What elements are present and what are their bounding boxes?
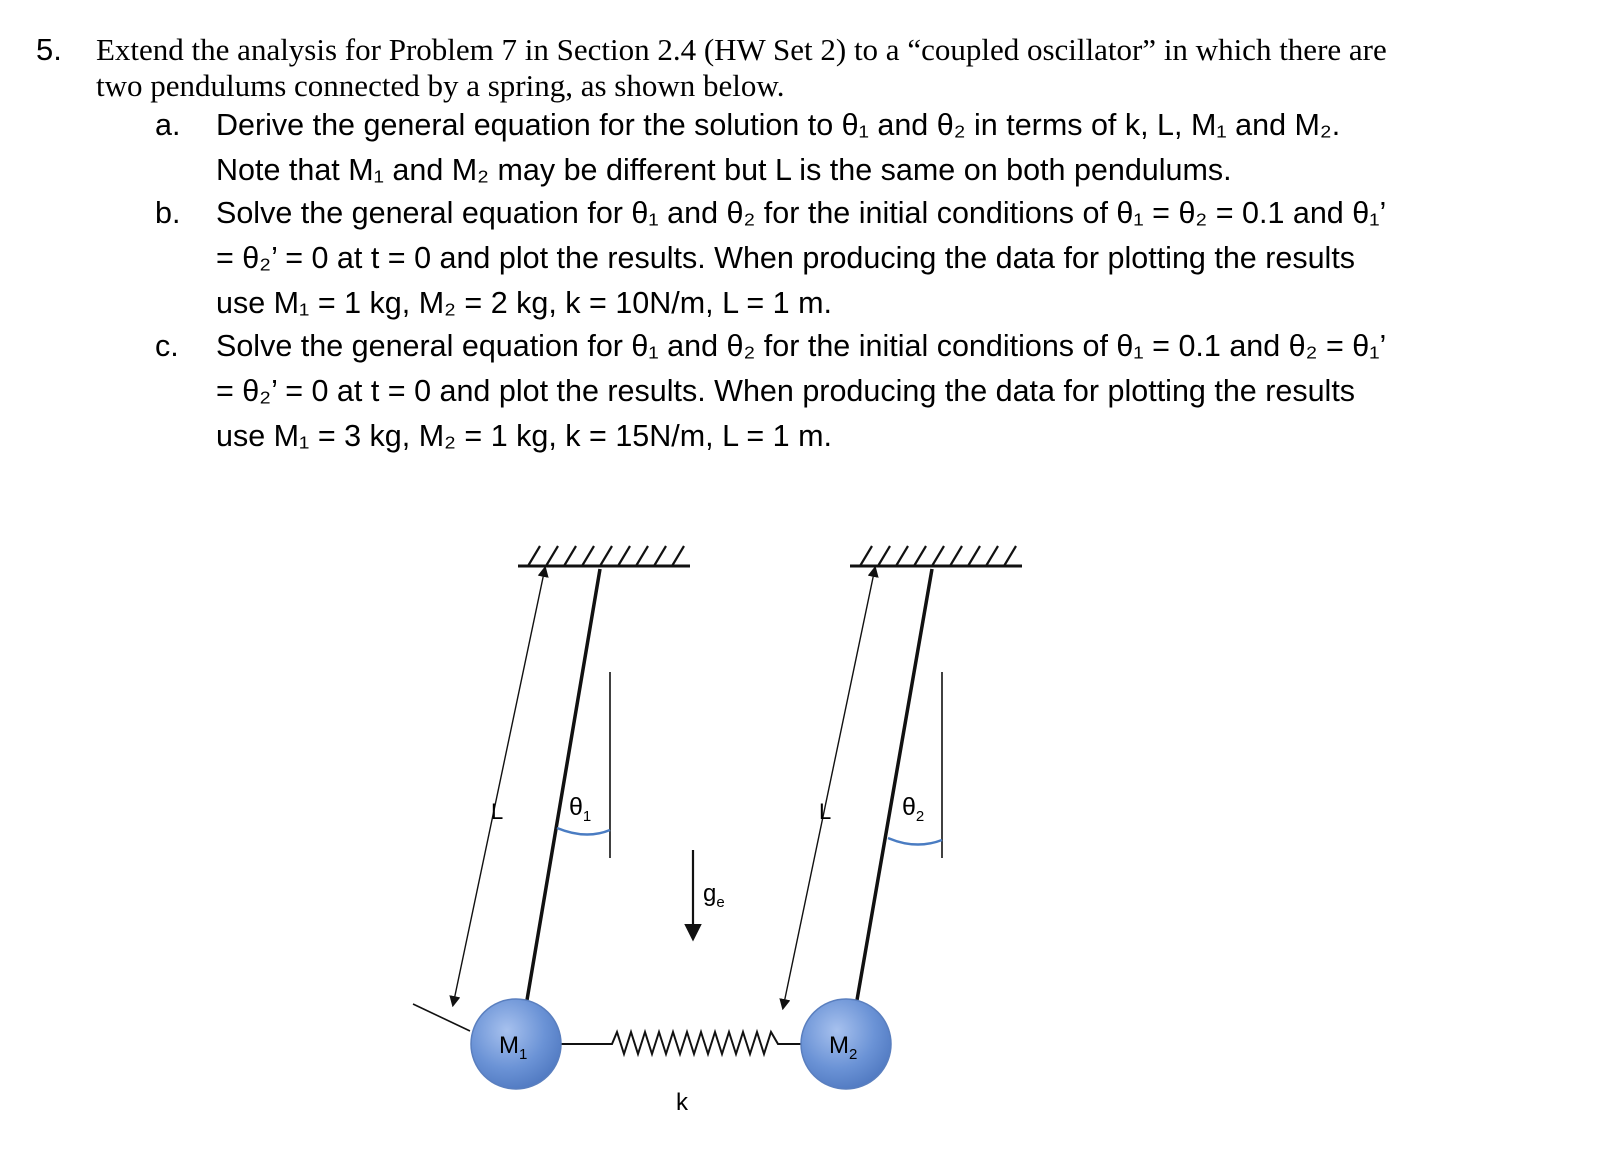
gravity-symbol: g <box>703 880 717 907</box>
right-pendulum-rod <box>857 569 932 1000</box>
part-c-line-2: = θ₂’ = 0 at t = 0 and plot the results. When producing the data for plotting the results <box>216 374 1356 408</box>
left-pendulum-rod <box>527 569 600 1000</box>
theta1-symbol: θ <box>569 793 583 821</box>
gravity-subscript: e <box>716 894 725 911</box>
mass-2-symbol: M <box>829 1032 849 1059</box>
theta2-subscript: 2 <box>915 808 925 825</box>
part-b-line-2: = θ₂’ = 0 at t = 0 and plot the results. When producing the data for plotting the results <box>216 241 1356 275</box>
part-a-letter: a. <box>155 108 181 142</box>
part-b-line-3: use M₁ = 1 kg, M₂ = 2 kg, k = 10N/m, L = 1 m. <box>216 286 833 320</box>
part-a-line-2: Note that M₁ and M₂ may be different but L is the same on both pendulums. <box>216 153 1232 187</box>
part-b-line-1: Solve the general equation for θ₁ and θ₂ for the initial conditions of θ₁ = θ₂ = 0.1 and θ₁’ <box>216 196 1387 230</box>
mass-1-subscript: 1 <box>519 1046 528 1063</box>
theta2-symbol: θ <box>902 793 916 821</box>
theta1-label <box>569 793 591 825</box>
problem-intro-line-1: Extend the analysis for Problem 7 in Section 2.4 (HW Set 2) to a “coupled oscillator” in which there are <box>96 32 1387 67</box>
part-c-line-3: use M₁ = 3 kg, M₂ = 1 kg, k = 15N/m, L = 1 m. <box>216 419 833 453</box>
left-length-label: L <box>491 799 504 824</box>
left-length-dimension <box>413 568 545 1031</box>
right-ceiling <box>850 546 1022 566</box>
mass-1-symbol: M <box>499 1032 519 1059</box>
left-ceiling <box>518 546 690 566</box>
theta2-angle-arc <box>888 838 942 845</box>
theta1-subscript: 1 <box>582 808 592 825</box>
spring-constant-label: k <box>676 1089 688 1116</box>
part-a-line-1: Derive the general equation for the solution to θ₁ and θ₂ in terms of k, L, M₁ and M₂. <box>216 108 1341 142</box>
gravity-label <box>703 880 725 911</box>
part-c-line-1: Solve the general equation for θ₁ and θ₂ for the initial conditions of θ₁ = 0.1 and θ₂ = θ₁’ <box>216 329 1387 363</box>
theta1-angle-arc <box>557 828 610 835</box>
theta2-label <box>902 793 924 825</box>
mass-2-subscript: 2 <box>849 1046 858 1063</box>
part-b-letter: b. <box>155 196 181 230</box>
spring <box>560 1032 812 1054</box>
problem-number: 5. <box>36 32 62 67</box>
part-c-letter: c. <box>155 329 179 363</box>
problem-intro-line-2: two pendulums connected by a spring, as shown below. <box>96 68 785 103</box>
right-length-label: L <box>819 799 832 824</box>
right-length-dimension <box>783 568 875 1008</box>
